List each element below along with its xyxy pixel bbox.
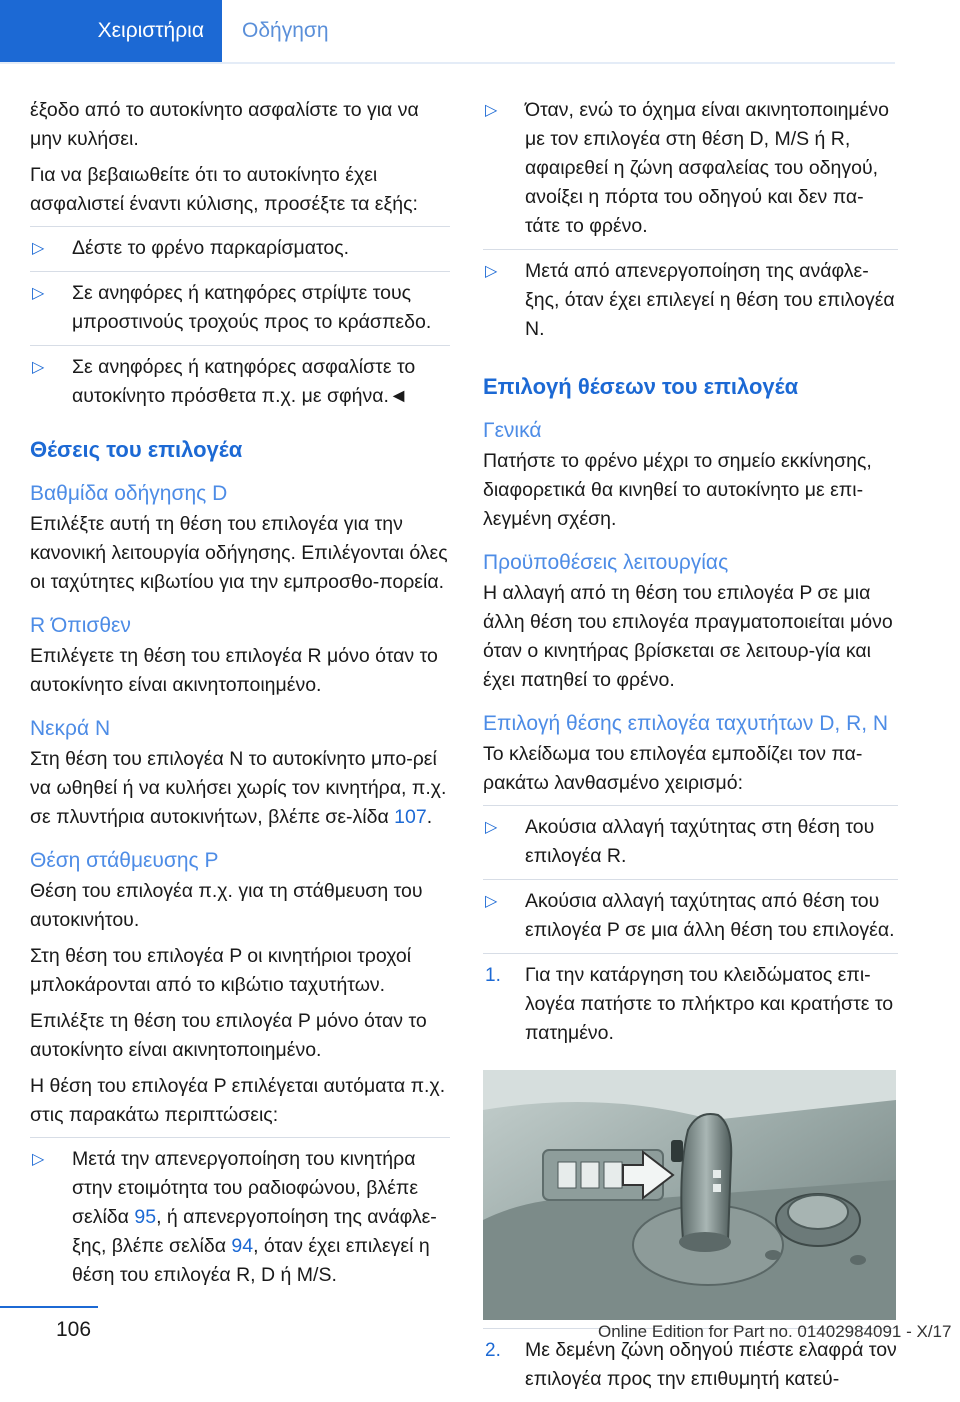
list-item: ▷ Σε ανηφόρες ή κατηφόρες στρίψτε τους μπροστινούς τροχούς προς το κράσπεδο. — [30, 271, 450, 345]
numbered-step: 2. Με δεμένη ζώνη οδηγού πιέστε ελαφρά τον επιλογέα προς την επιθυμητή κατεύ‐ — [483, 1328, 898, 1402]
gear-selector-illustration — [483, 1070, 896, 1320]
page-number: 106 — [56, 1318, 92, 1341]
numbered-step: 1. Για την κατάργηση του κλειδώματος επι‐λογέα πατήστε το πλήκτρο και κρατήστε το πατημένο. — [483, 953, 898, 1056]
footer-accent-line — [0, 1306, 98, 1308]
gear-selector-photo — [483, 1070, 896, 1320]
triangle-bullet-icon: ▷ — [485, 893, 498, 910]
list-item: ▷ Ακούσια αλλαγή ταχύτητας από θέση του επιλογέα P σε μια άλλη θέση του επιλογέα. — [483, 879, 898, 953]
triangle-bullet-icon: ▷ — [485, 102, 498, 119]
section-heading: Θέσεις του επιλογέα — [30, 437, 243, 462]
triangle-bullet-icon: ▷ — [32, 285, 45, 302]
subsection-heading: Προϋποθέσεις λειτουργίας — [483, 551, 729, 574]
edition-footer: Online Edition for Part no. 01402984091 - X/17 — [598, 1322, 952, 1341]
bullet-list — [30, 1137, 450, 1298]
paragraph: Επιλέξτε τη θέση του επιλογέα P μόνο όταν το αυτοκίνητο είναι ακινητοποιημένο. — [30, 1010, 427, 1061]
subsection-heading: R Όπισθεν — [30, 614, 131, 637]
paragraph: Η αλλαγή από τη θέση του επιλογέα P σε μια άλλη θέση του επιλογέα πραγματοποιείται μόνο όταν ο κινητήρας βρίσκεται σε λειτουρ‐γία και έχει πατηθεί το φρένο. — [483, 582, 893, 691]
bullet-list — [30, 226, 450, 419]
list-item: ▷ Μετά την απενεργοποίηση του κινητήρα στην ετοιμότητα του ραδιοφώνου, βλέπε σελίδα 95, ή απενεργοποίηση της ανάφλε‐ξης, βλέπε σελίδα 94, όταν έχει επιλεγεί η θέση του επιλογέα R, D ή M/S. — [30, 1137, 450, 1298]
step-number: 1. — [485, 965, 501, 986]
left-column — [30, 96, 450, 1308]
page-header — [0, 0, 960, 62]
tab-controls[interactable]: Χειριστήρια — [0, 0, 222, 62]
paragraph: Για να βεβαιωθείτε ότι το αυτοκίνητο έχει ασφαλιστεί έναντι κύλισης, προσέξτε τα εξής: — [30, 164, 418, 215]
paragraph: Το κλείδωμα του επιλογέα εμποδίζει τον πα‐ρακάτω λανθασμένο χειρισμό: — [483, 743, 863, 794]
paragraph: Στη θέση του επιλογέα P οι κινητήριοι τροχοί μπλοκάρονται από το κιβώτιο ταχυτήτων. — [30, 945, 412, 996]
subsection-heading: Γενικά — [483, 419, 542, 442]
page-link[interactable]: 107 — [394, 806, 427, 828]
triangle-bullet-icon: ▷ — [485, 263, 498, 280]
list-item: ▷ Δέστε το φρένο παρκαρίσματος. — [30, 226, 450, 271]
paragraph: Στη θέση του επιλογέα N το αυτοκίνητο μπο‐ρεί να ωθηθεί ή να κυλήσει χωρίς τον κινητήρα, π.χ. σε πλυντήρια αυτοκινήτων, βλέπε σε‐λίδα 107. — [30, 748, 447, 828]
paragraph: Επιλέξτε αυτή τη θέση του επιλογέα για την κανονική λειτουργία οδήγησης. Επιλέγονται όλες οι ταχύτητες κιβωτίου για την εμπροσθο‐πορεία. — [30, 513, 448, 593]
tab-driving[interactable]: Οδήγηση — [222, 0, 372, 62]
subsection-heading: Θέση στάθμευσης P — [30, 849, 219, 872]
subsection-heading: Επιλογή θέσης επιλογέα ταχυτήτων D, R, N — [483, 712, 889, 735]
subsection-heading: Νεκρά N — [30, 717, 111, 740]
triangle-bullet-icon: ▷ — [32, 240, 45, 257]
paragraph: Η θέση του επιλογέα P επιλέγεται αυτόματα π.χ. στις παρακάτω περιπτώσεις: — [30, 1075, 446, 1126]
list-item: ▷ Ακούσια αλλαγή ταχύτητας στη θέση του επιλογέα R. — [483, 805, 898, 879]
list-item: ▷ Σε ανηφόρες ή κατηφόρες ασφαλίστε το αυτοκίνητο πρόσθετα π.χ. με σφήνα.◄ — [30, 345, 450, 419]
bullet-list — [483, 96, 898, 352]
triangle-bullet-icon: ▷ — [32, 359, 45, 376]
section-heading: Επιλογή θέσεων του επιλογέα — [483, 374, 799, 399]
right-column — [483, 96, 898, 1402]
list-item: ▷ Όταν, ενώ το όχημα είναι ακινητοποιημένο με τον επιλογέα στη θέση D, M/S ή R, αφαιρεθεί η ζώνη ασφαλείας του οδηγού, ανοίξει η πόρτα του οδηγού και δεν πα‐τάτε το φρένο. — [483, 96, 898, 249]
paragraph: Πατήστε το φρένο μέχρι το σημείο εκκίνησης, διαφορετικά θα κινηθεί το αυτοκίνητο με επι‐λεγμένη σχέση. — [483, 450, 872, 530]
header-divider — [0, 62, 895, 64]
paragraph: Θέση του επιλογέα π.χ. για τη στάθμευση του αυτοκινήτου. — [30, 880, 423, 931]
paragraph: Επιλέγετε τη θέση του επιλογέα R μόνο όταν το αυτοκίνητο είναι ακινητοποιημένο. — [30, 645, 438, 696]
paragraph: έξοδο από το αυτοκίνητο ασφαλίστε το για να μην κυλήσει. — [30, 99, 419, 150]
page-link[interactable]: 94 — [231, 1235, 254, 1257]
step-number: 2. — [485, 1340, 501, 1361]
subsection-heading: Βαθμίδα οδήγησης D — [30, 482, 228, 505]
bullet-list — [483, 805, 898, 1056]
triangle-bullet-icon: ▷ — [485, 819, 498, 836]
page-link[interactable]: 95 — [134, 1206, 157, 1228]
triangle-bullet-icon: ▷ — [32, 1151, 45, 1168]
list-item: ▷ Μετά από απενεργοποίηση της ανάφλε‐ξης, όταν έχει επιλεγεί η θέση του επιλογέα N. — [483, 249, 898, 352]
